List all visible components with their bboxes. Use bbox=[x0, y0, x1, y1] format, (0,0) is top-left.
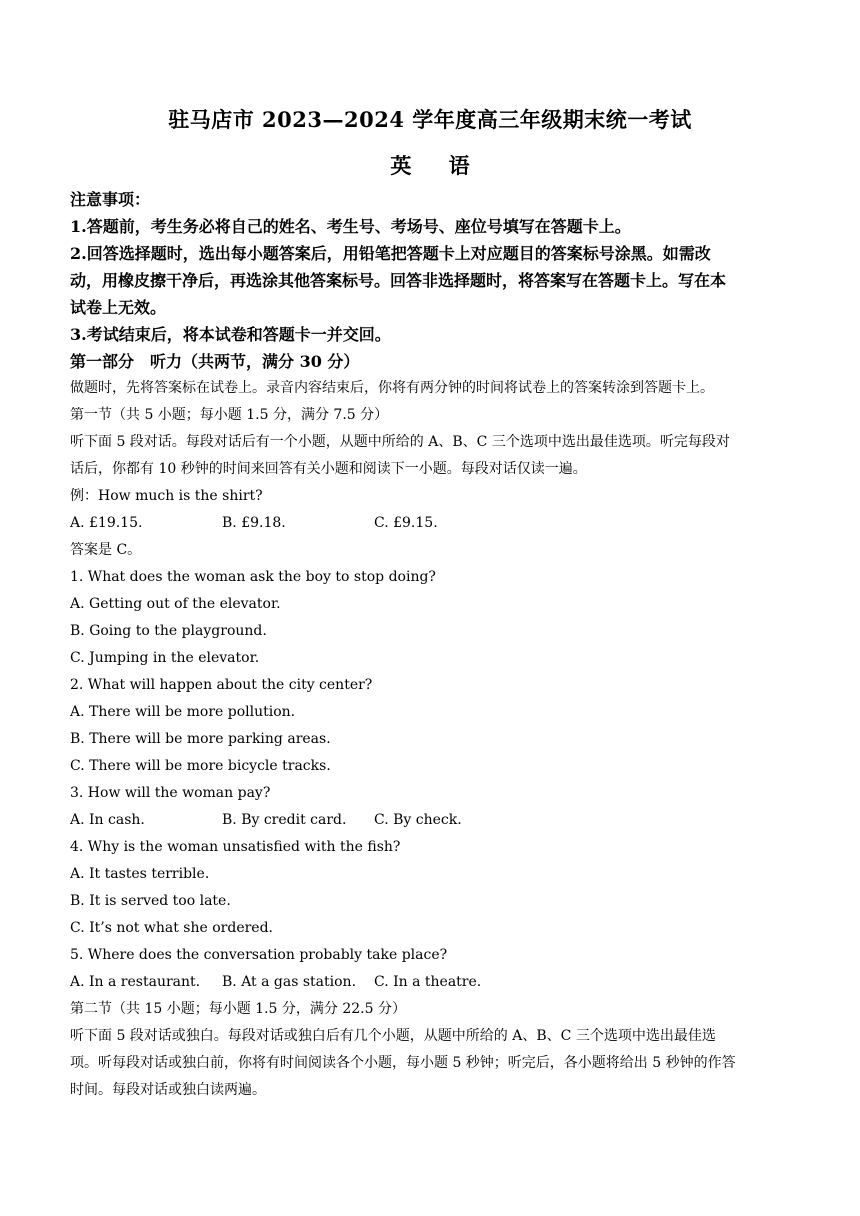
notice-line: 动，用橡皮擦干净后，再选涂其他答案标号。回答非选择题时，将答案写在答题卡上。写在本 bbox=[70, 271, 727, 290]
notice-line: 2.回答选择题时，选出每小题答案后，用铅笔把答题卡上对应题目的答案标号涂黑。如需改 bbox=[70, 244, 711, 263]
question: 1. What does the woman ask the boy to stop doing? bbox=[70, 569, 436, 585]
question: 5. Where does the conversation probably take place? bbox=[70, 947, 448, 963]
exam-body bbox=[70, 186, 792, 1104]
option: B. It is served too late. bbox=[70, 893, 231, 909]
option: C. In a theatre. bbox=[374, 974, 482, 990]
section2-instruction: 时间。每段对话或独白读两遍。 bbox=[70, 1082, 266, 1098]
option: A. It tastes terrible. bbox=[70, 866, 210, 882]
notice-line: 1.答题前，考生务必将自己的姓名、考生号、考场号、座位号填写在答题卡上。 bbox=[70, 217, 631, 236]
question-options bbox=[70, 807, 792, 834]
option: A. There will be more pollution. bbox=[70, 704, 296, 720]
option: C. £9.15. bbox=[374, 515, 438, 531]
option: C. It’s not what she ordered. bbox=[70, 920, 273, 936]
option: A. Getting out of the elevator. bbox=[70, 596, 281, 612]
option: B. At a gas station. bbox=[222, 974, 357, 990]
question-options bbox=[70, 969, 792, 996]
part1-heading: 第一部分 听力（共两节，满分 30 分） bbox=[70, 352, 360, 371]
option: C. There will be more bicycle tracks. bbox=[70, 758, 331, 774]
exam-title: 驻马店市 2023—2024 学年度高三年级期末统一考试 bbox=[168, 107, 692, 132]
subject-title: 英 语 bbox=[390, 153, 470, 178]
section1-heading: 第一节（共 5 小题；每小题 1.5 分，满分 7.5 分） bbox=[70, 407, 389, 423]
question: 4. Why is the woman unsatisfied with the fish? bbox=[70, 839, 401, 855]
section2-instruction: 项。听每段对话或独白前，你将有时间阅读各个小题，每小题 5 秒钟；听完后，各小题将给出 5 秒钟的作答 bbox=[70, 1055, 736, 1071]
option: B. There will be more parking areas. bbox=[70, 731, 331, 747]
example-answer: 答案是 C。 bbox=[70, 542, 142, 558]
option: C. By check. bbox=[374, 812, 462, 828]
notice-line: 3.考试结束后，将本试卷和答题卡一并交回。 bbox=[70, 325, 391, 344]
section1-instruction: 听下面 5 段对话。每段对话后有一个小题，从题中所给的 A、B、C 三个选项中选出最佳选项。听完每段对 bbox=[70, 434, 730, 450]
option: A. In cash. bbox=[70, 812, 145, 828]
option: C. Jumping in the elevator. bbox=[70, 650, 260, 666]
question: 3. How will the woman pay? bbox=[70, 785, 271, 801]
notice-line: 试卷上无效。 bbox=[70, 298, 167, 317]
part1-instruction: 做题时，先将答案标在试卷上。录音内容结束后，你将有两分钟的时间将试卷上的答案转涂到答题卡上。 bbox=[70, 380, 714, 396]
option: A. In a restaurant. bbox=[70, 974, 201, 990]
section2-heading: 第二节（共 15 小题；每小题 1.5 分，满分 22.5 分） bbox=[70, 1001, 406, 1017]
option: B. £9.18. bbox=[222, 515, 286, 531]
section2-instruction: 听下面 5 段对话或独白。每段对话或独白后有几个小题，从题中所给的 A、B、C 三个选项中选出最佳选 bbox=[70, 1028, 716, 1044]
notice-heading: 注意事项： bbox=[70, 190, 151, 209]
option: B. Going to the playground. bbox=[70, 623, 267, 639]
section1-instruction: 话后，你都有 10 秒钟的时间来回答有关小题和阅读下一小题。每段对话仅读一遍。 bbox=[70, 461, 587, 477]
question: 2. What will happen about the city center? bbox=[70, 677, 373, 693]
example-question: 例：How much is the shirt? bbox=[70, 488, 263, 504]
option: B. By credit card. bbox=[222, 812, 347, 828]
example-options bbox=[70, 510, 792, 537]
option: A. £19.15. bbox=[70, 515, 143, 531]
